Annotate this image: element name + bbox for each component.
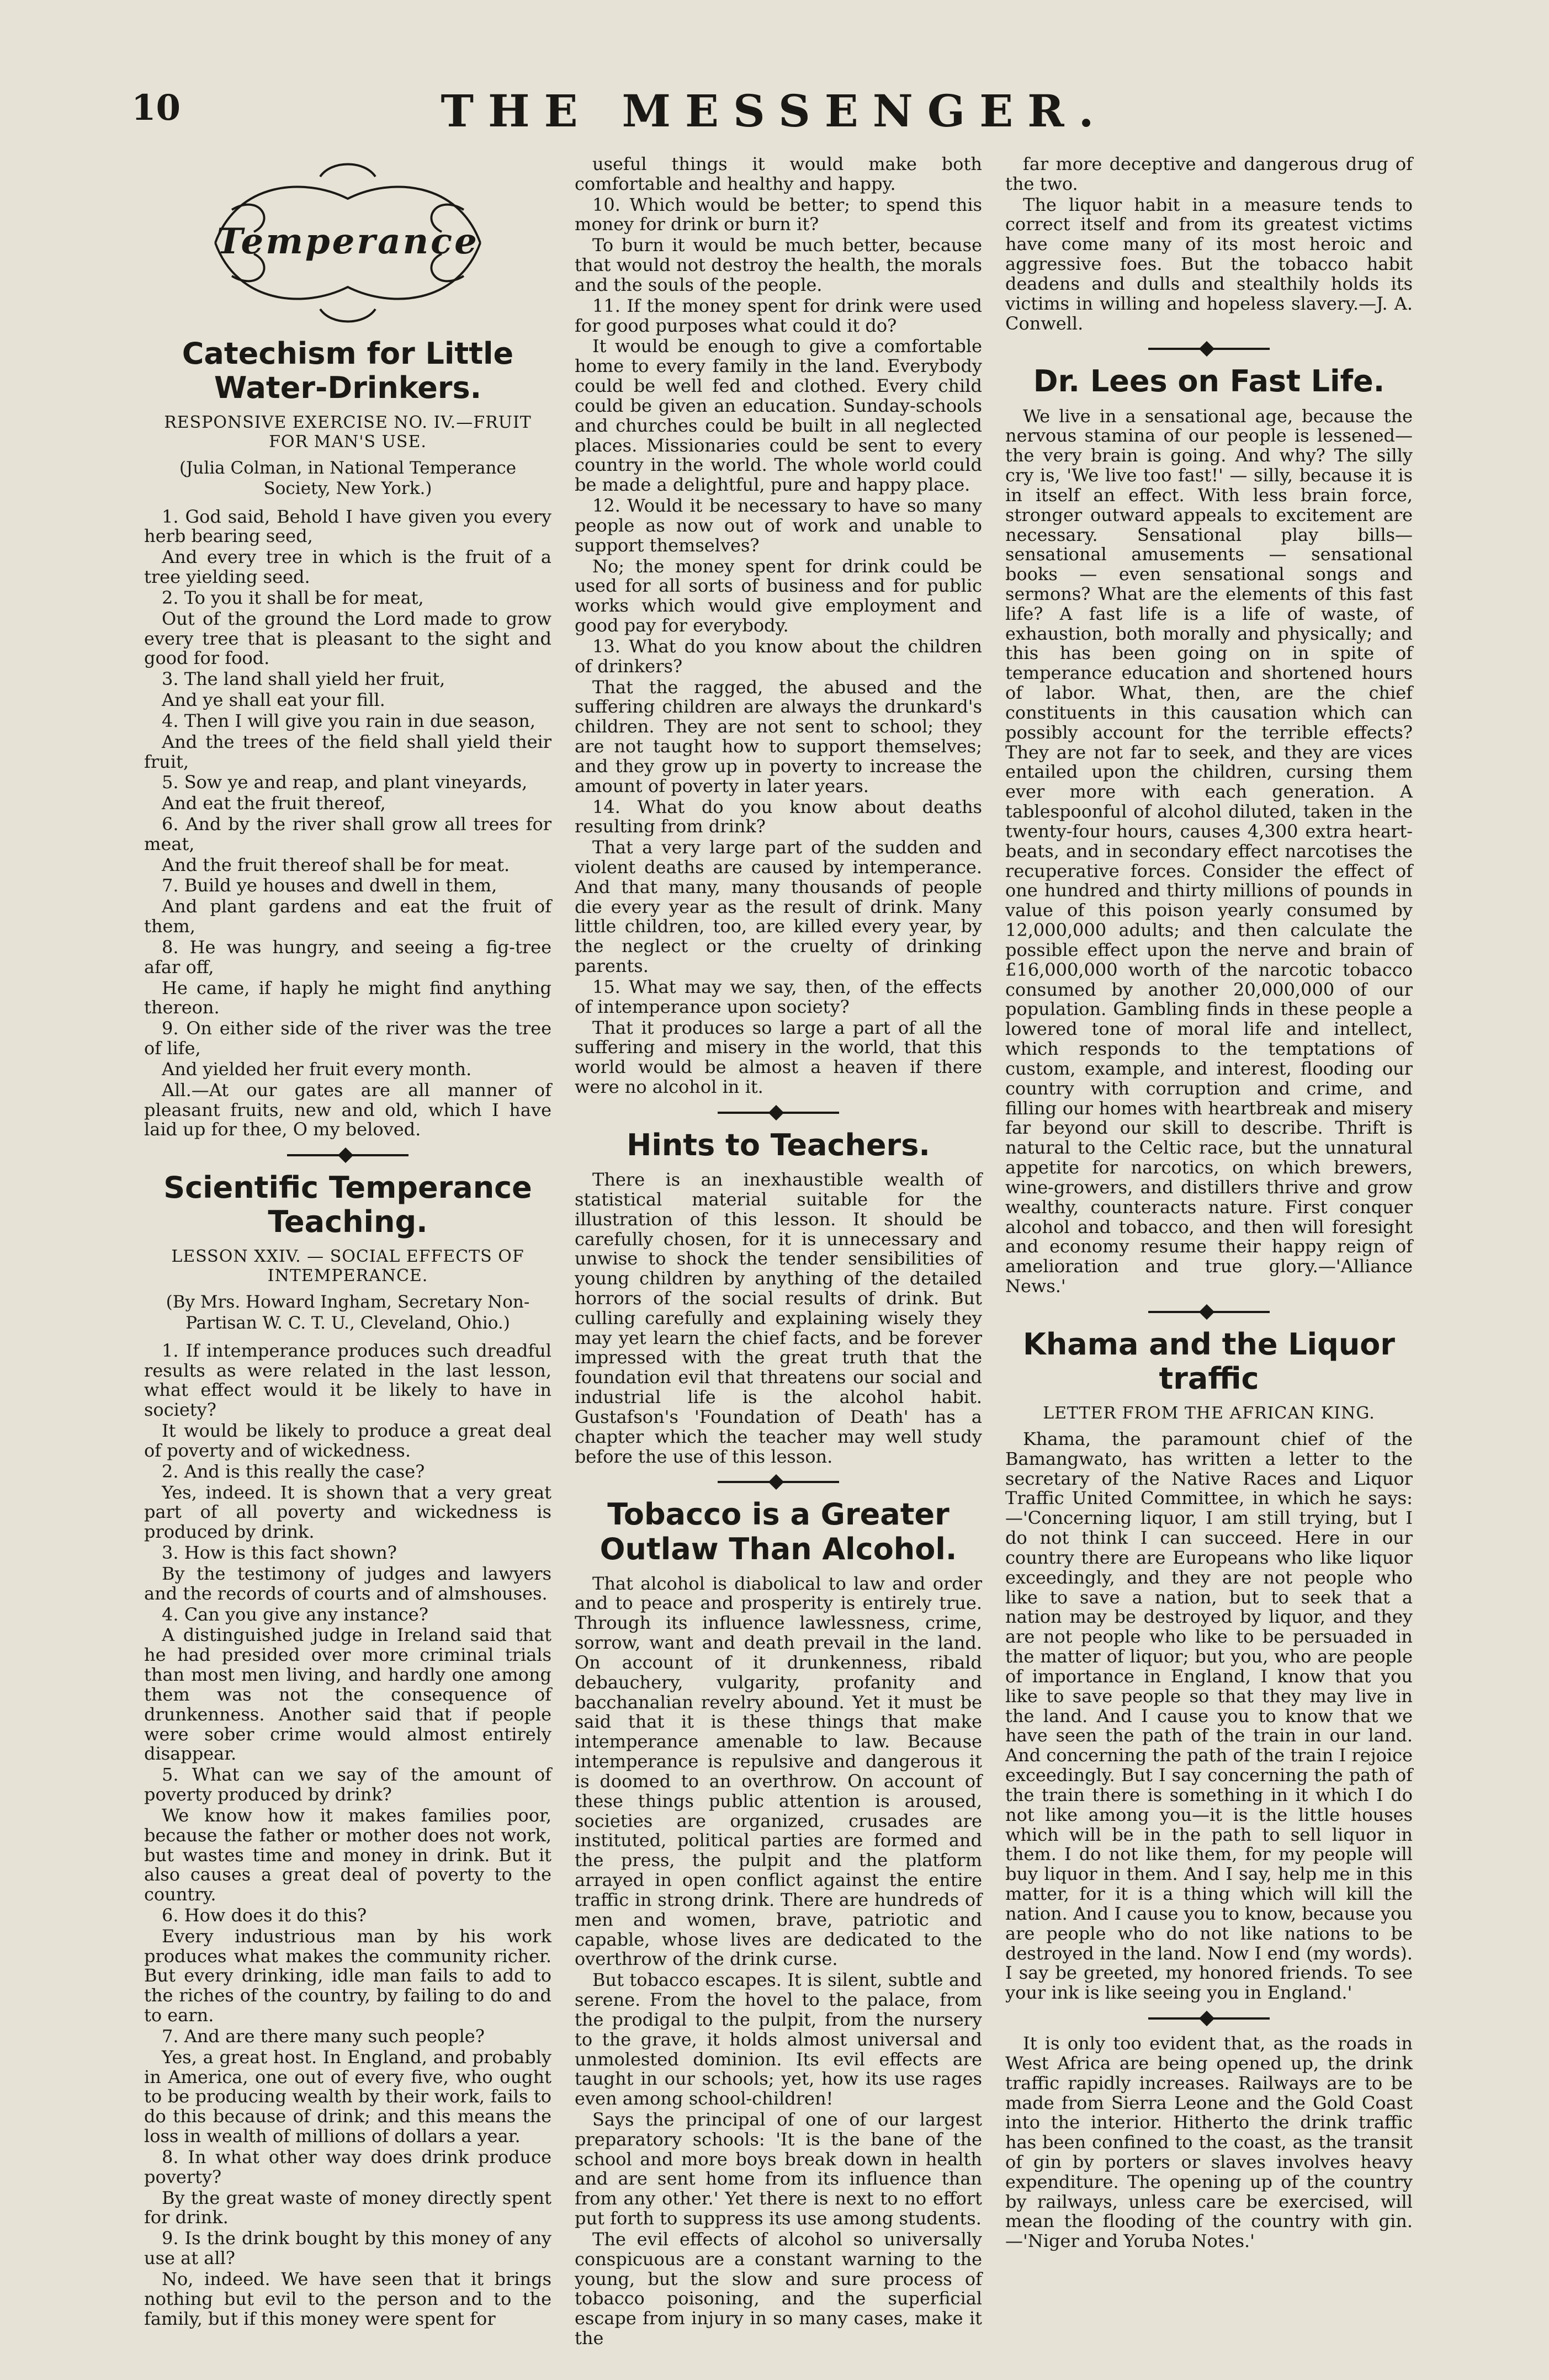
column-2 <box>560 155 996 2351</box>
section-divider <box>1148 1311 1270 1313</box>
paragraph: To burn it would be much better, because that would not destroy the health, the morals and the souls of the people. <box>575 235 982 295</box>
paragraph: 5. Sow ye and reap, and plant vineyards, <box>162 772 528 793</box>
paragraph: 6. And by the river shall grow all trees for meat, <box>144 813 551 854</box>
paragraph: That it produces so large a part of all the suffering and misery in the world, that this world would be almost a heaven if there were no alcohol in it. <box>575 1017 982 1098</box>
page-number: 10 <box>131 87 181 129</box>
paragraph: All.—At our gates are all manner of pleasant fruits, new and old, which I have laid up for thee, O my beloved. <box>144 1079 551 1140</box>
paragraph: Says the principal of one of our largest preparatory schools: 'It is the bane of the school and more boys break down in health and are sent home from its influence than from any other.' Yet there is next to no effort put forth to suppress its use among students. <box>575 2108 982 2229</box>
paragraph: 15. What may we say, then, of the effects of intemperance upon society? <box>575 976 982 1017</box>
closing-body <box>1005 2034 1413 2251</box>
paragraph: 1. God said, Behold I have given you every herb bearing seed, <box>144 506 551 547</box>
paragraph: We know how it makes families poor, because the father or mother does not work, but wastes time and money in drink. But it also causes a great deal of poverty to the country. <box>144 1804 551 1905</box>
paragraph: There is an inexhaustible wealth of statistical material suitable for the illustration of this lesson. It should be carefully chosen, for it is unnecessary and unwise to shock the tender sensibilities of young children by anything of the detailed horrors of the social results of drink. But culling carefully and explaining wisely they may yet learn the chief facts, and be forever impressed with the great truth that the foundation evil that threatens our social and industrial life is the alcohol habit. Gustafson's 'Foundation of Death' has a chapter which the teacher may well study before the use of this lesson. <box>575 1169 982 1467</box>
paragraph: No; the money spent for drink could be used for all sorts of business and for public works which would give employment and good pay for everybody. <box>575 555 982 636</box>
temperance-ornament <box>193 160 502 326</box>
paragraph: That alcohol is diabolical to law and order and to peace and prosperity is entirely true. Through its influence lawlessness, crime, sorrow, want and death prevail in the land. On account of it drunkenness, ribald debauchery, vulgarity, profanity and bacchanalian revelry abound. Yet it must be said that it is these things that make intemperance amenable to law. Because intemperance is repulsive and dangerous it is doomed to an overthrow. On account of these things public attention is aroused, societies are organized, crusades are instituted, political parties are formed and the press, the pulpit and the platform arrayed in open conflict against the entire traffic in strong drink. There are hundreds of men and women, brave, patriotic and capable, whose lives are dedicated to the overthrow of the drink curse. <box>575 1572 982 1970</box>
paragraph: No, indeed. We have seen that it brings nothing but evil to the person and to the family, but if this money were spent for <box>144 2268 551 2329</box>
paragraph: 9. On either side of the river was the tree of life, <box>144 1018 551 1059</box>
paragraph: 6. How does it do this? <box>162 1904 367 1926</box>
hints-headline: Hints to Teachers. <box>627 1127 930 1162</box>
catechism-body <box>144 507 551 1140</box>
catechism-byline: (Julia Colman, in National Temperance Society, New York.) <box>179 458 517 499</box>
column-1 <box>130 155 566 2351</box>
section-divider <box>718 1112 839 1114</box>
paragraph: 12. Would it be necessary to have so many people as now out of work and unable to support themselves? <box>575 495 982 556</box>
column-3 <box>991 155 1427 2351</box>
scientific-subhead: LESSON XXIV. — SOCIAL EFFECTS OF INTEMPERANCE. <box>171 1247 524 1286</box>
paragraph: 3. How is this fact shown? <box>162 1542 397 1564</box>
paragraph: useful things it would make both comfortable and healthy and happy. <box>575 155 982 194</box>
hints-body <box>575 1170 982 1467</box>
paragraph: A distinguished judge in Ireland said that he had presided over more criminal trials than most men living, and hardly one among them was not the consequence of drunkenness. Another said that if people were sober crime would almost entirely disappear. <box>144 1624 551 1765</box>
paragraph: The liquor habit in a measure tends to correct itself and from its greatest victims have come many of its most heroic and aggressive foes. But the tobacco habit deadens and dulls and stealthily holds its victims in willing and hopeless slavery.—J. A. Conwell. <box>1005 194 1413 334</box>
paragraph: 5. What can we say of the amount of poverty produced by drink? <box>144 1764 551 1805</box>
paragraph: 1. If intemperance produces such dreadful results as were related in the last lesson, what effect would it be likely to have in society? <box>144 1340 551 1421</box>
paragraph: And plant gardens and eat the fruit of them, <box>144 896 551 937</box>
paragraph: That a very large part of the sudden and violent deaths are caused by intemperance. And that many, many thousands of people die every year as the result of drink. Many little children, too, are killed every year, by the neglect or the cruelty of drinking parents. <box>575 837 982 977</box>
paragraph: Khama, the paramount chief of the Bamangwato, has written a letter to the secretary of the Native Races and Liquor Traffic United Committee, in which he says:—'Concerning liquor, I am still trying, but I do not think I can succeed. Here in our country there are Europeans who like liquor exceedingly, and they are not people who like to save a nation, but to seek that a nation may be destroyed by liquor, and they are not people who like to be persuaded in the matter of liquor; but you, who are people of importance in England, I know that you like to save people so that they may live in the land. And I cause you to know that we have seen the path of the train in our land. And concerning the path of the train I rejoice exceedingly. But I say concerning the path of the train there is something in it which I do not like among you—it is the little houses which will be in the path to sell liquor in them. I do not like them, for my people will buy liquor in them. And I say, help me in this matter, for it is a thing which will kill the nation. And I cause you to know, because you are people who do not like nations to be destroyed in the land. Now I end (my words). I say be greeted, my honored friends. To see your ink is like seeing you in England.' <box>1005 1428 1413 2004</box>
scientific-byline: (By Mrs. Howard Ingham, Secretary Non-Partisan W. C. T. U., Cleveland, Ohio.) <box>166 1292 530 1333</box>
paragraph: 14. What do you know about deaths resulting from drink? <box>575 796 982 837</box>
paragraph: It is only too evident that, as the roads in West Africa are being opened up, the drink traffic rapidly increases. Railways are to be made from Sierra Leone and the Gold Coast into the interior. Hitherto the drink traffic has been confined to the coast, as the transit of gin by porters or slaves involves heavy expenditure. The opening up of the country by railways, unless care be exercised, will mean the flooding of the country with gin.—'Niger and Yoruba Notes.' <box>1005 2033 1413 2252</box>
paragraph: It would be likely to produce a great deal of poverty and of wickedness. <box>144 1420 551 1461</box>
section-divider <box>287 1154 409 1156</box>
paragraph: By the great waste of money directly spent for drink. <box>144 2187 551 2228</box>
paragraph: And the fruit thereof shall be for meat. <box>162 854 510 875</box>
lees-body <box>1005 407 1413 1297</box>
paragraph: 8. In what other way does drink produce poverty? <box>144 2146 551 2187</box>
khama-subhead: LETTER FROM THE AFRICAN KING. <box>1043 1404 1375 1423</box>
masthead <box>0 83 1549 149</box>
paragraph: 7. Build ye houses and dwell in them, <box>162 875 497 896</box>
khama-body <box>1005 1430 1413 2003</box>
paragraph: 4. Then I will give you rain in due season, <box>162 710 535 731</box>
paragraph: And eat the fruit thereof, <box>162 793 386 814</box>
scientific-continued-body <box>575 155 982 1097</box>
paragraph: Yes, indeed. It is shown that a very great part of all poverty and wickedness is produced by drink. <box>144 1481 551 1543</box>
paper-title: THE MESSENGER. <box>441 85 1108 137</box>
paragraph: Every industrious man by his work produces what makes the community richer. But every drinking, idle man fails to add to the riches of the country, by failing to do and to earn. <box>144 1925 551 2026</box>
tobacco-headline: Tobacco is a Greater Outlaw Than Alcohol. <box>600 1497 957 1566</box>
paragraph: He came, if haply he might find anything thereon. <box>144 977 551 1018</box>
paragraph: far more deceptive and dangerous drug of the two. <box>1005 155 1413 194</box>
paragraph: And ye shall eat your fill. <box>162 689 385 711</box>
scientific-body <box>144 1341 551 2329</box>
ornament-word: Temperance <box>216 221 479 262</box>
paragraph: It would be enough to give a comfortable home to every family in the land. Everybody could be well fed and clothed. Every child could be given an education. Sunday-schools and churches could be built in all neglected places. Missionaries could be sent to every country in the world. The whole world could be made a delightful, pure and happy place. <box>575 336 982 496</box>
paragraph: 10. Which would be better; to spend this money for drink or burn it? <box>575 194 982 235</box>
paragraph: 13. What do you know about the children of drinkers? <box>575 635 982 677</box>
khama-headline: Khama and the Liquor traffic <box>1023 1326 1395 1396</box>
lees-headline: Dr. Lees on Fast Life. <box>1033 364 1385 399</box>
paragraph: We live in a sensational age, because the nervous stamina of our people is lessened—the very brain is going. And why? The silly cry is, 'We live too fast!' — silly, because it is in itself an effect. With less brain force, stronger outward appeals to excitement are necessary. Sensational play bills—sensational amusements — sensational books — even sensational songs and sermons? What are the elements of this fast life? A fast life is a life of waste, of exhaustion, both morally and physically; and this has been going on in spite of temperance education and shortened hours of labor. What, then, are the chief constituents in this causation which can possibly account for the terrible effects? They are not far to seek, and they are vices entailed upon the children, cursing them ever more with each generation. A tablespoonful of alcohol diluted, taken in the twenty-four hours, causes 4,300 extra heart-beats, and in secondary effect narcotises the recuperative forces. Consider the effect of one hundred and thirty millions of pounds in value of this poison yearly consumed by 12,000,000 adults; and then calculate the possible effect upon the nerve and brain of £16,000,000 worth of the narcotic tobacco consumed by another 20,000,000 of our population. Gambling finds in these people a lowered tone of moral life and intellect, which responds to the temptations of custom, example, and interest, flooding our country with corruption and crime, and filling our homes with heartbreak and misery far beyond our skill to describe. Thrift is natural to the Celtic race, but the unnatural appetite for narcotics, on which brewers, wine-growers, and distillers thrive and grow wealthy, counteracts nature. First conquer alcohol and tobacco, and then will foresight and economy resume their happy reign of amelioration and true glory.—'Alliance News.' <box>1005 405 1413 1297</box>
tobacco-body <box>575 1574 982 2349</box>
catechism-headline: Catechism for Little Water-Drinkers. <box>182 336 514 406</box>
paragraph: 2. And is this really the case? <box>162 1460 425 1482</box>
paragraph: And the trees of the field shall yield their fruit, <box>144 731 551 772</box>
tobacco-continued-body <box>1005 155 1413 333</box>
paragraph: Yes, a great host. In England, and probably in America, one out of every five, who ought to be producing wealth by their work, fails to do this because of drink; and this means the loss in wealth of millions of dollars a year. <box>144 2046 551 2147</box>
section-divider <box>1148 348 1270 350</box>
paragraph: That the ragged, the abused and the suffering children are always the drunkard's children. They are not sent to school; they are not taught how to support themselves; and they grow up in poverty to increase the amount of poverty in later years. <box>575 676 982 796</box>
catechism-subhead: RESPONSIVE EXERCISE NO. IV.—FRUIT FOR MAN'S USE. <box>164 413 532 452</box>
paragraph: And yielded her fruit every month. <box>162 1058 472 1080</box>
paragraph: 2. To you it shall be for meat, <box>162 587 424 608</box>
section-divider <box>1148 2017 1270 2020</box>
section-divider <box>718 1481 839 1483</box>
paragraph: But tobacco escapes. It is silent, subtle and serene. From the hovel to the palace, from the prodigal to the pulpit, from the nursery to the grave, it holds almost universal and unmolested dominion. Its evil effects are taught in our schools; yet, how its use rages even among school-children! <box>575 1969 982 2110</box>
paragraph: Out of the ground the Lord made to grow every tree that is pleasant to the sight and good for food. <box>144 608 551 669</box>
paragraph: 8. He was hungry, and seeing a fig-tree afar off, <box>144 936 551 978</box>
paragraph: 4. Can you give any instance? <box>162 1603 428 1625</box>
paragraph: 3. The land shall yield her fruit, <box>162 668 445 690</box>
paragraph: And every tree in which is the fruit of a tree yielding seed. <box>144 546 551 588</box>
paragraph: 7. And are there many such people? <box>162 2025 485 2047</box>
paragraph: 9. Is the drink bought by this money of any use at all? <box>144 2228 551 2269</box>
paragraph: 11. If the money spent for drink were used for good purposes what could it do? <box>575 295 982 336</box>
scientific-headline: Scientific Temperance Teaching. <box>163 1170 532 1240</box>
paragraph: By the testimony of judges and lawyers and the records of courts and of almshouses. <box>144 1563 551 1604</box>
paragraph: The evil effects of alcohol so universally conspicuous are a constant warning to the young, but the slow and sure process of tobacco poisoning, and the superficial escape from injury in so many cases, make it the <box>575 2228 982 2349</box>
